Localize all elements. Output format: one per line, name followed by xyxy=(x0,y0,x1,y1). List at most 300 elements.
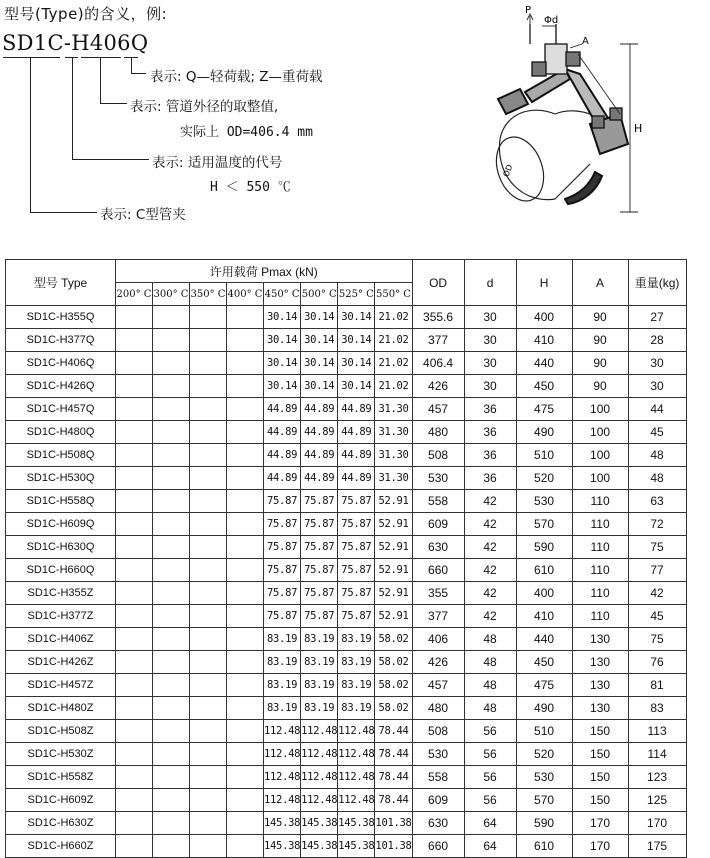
cell-load xyxy=(227,674,264,697)
cell-weight: 72 xyxy=(628,513,686,536)
cell-load xyxy=(190,329,227,352)
cell-load xyxy=(153,789,190,812)
cell-load xyxy=(227,306,264,329)
cell-model: SD1C-H480Q xyxy=(6,421,116,444)
cell-od: 480 xyxy=(412,697,464,720)
cell-a: 90 xyxy=(572,329,628,352)
cell-model: SD1C-H426Q xyxy=(6,375,116,398)
cell-load: 30.14 xyxy=(301,375,338,398)
cell-a: 110 xyxy=(572,490,628,513)
cell-load: 112.48 xyxy=(338,720,375,743)
header-temp: 500° C xyxy=(301,283,338,306)
table-row xyxy=(6,697,687,720)
cell-od: 530 xyxy=(412,467,464,490)
table-row xyxy=(6,559,687,582)
cell-od: 406 xyxy=(412,628,464,651)
cell-load: 83.19 xyxy=(264,628,301,651)
table-row xyxy=(6,766,687,789)
cell-load xyxy=(153,398,190,421)
cell-h: 450 xyxy=(516,375,572,398)
cell-weight: 42 xyxy=(628,582,686,605)
cell-weight: 83 xyxy=(628,697,686,720)
cell-weight: 75 xyxy=(628,628,686,651)
cell-load xyxy=(153,513,190,536)
cell-load xyxy=(116,536,153,559)
cell-load: 30.14 xyxy=(264,306,301,329)
cell-load: 112.48 xyxy=(264,743,301,766)
cell-model: SD1C-H377Q xyxy=(6,329,116,352)
cell-weight: 63 xyxy=(628,490,686,513)
cell-a: 110 xyxy=(572,536,628,559)
cell-load: 52.91 xyxy=(375,559,412,582)
cell-weight: 125 xyxy=(628,789,686,812)
cell-load xyxy=(227,789,264,812)
cell-h: 400 xyxy=(516,306,572,329)
cell-load: 145.38 xyxy=(338,835,375,858)
cell-d: 42 xyxy=(464,536,516,559)
cell-od: 377 xyxy=(412,329,464,352)
cell-a: 90 xyxy=(572,375,628,398)
cell-model: SD1C-H558Z xyxy=(6,766,116,789)
note-suffix: 表示: Q—轻荷载; Z—重荷载 xyxy=(150,69,323,85)
cell-load xyxy=(116,605,153,628)
cell-load xyxy=(190,766,227,789)
cell-a: 100 xyxy=(572,467,628,490)
cell-load xyxy=(116,352,153,375)
cell-weight: 77 xyxy=(628,559,686,582)
cell-load xyxy=(190,651,227,674)
cell-d: 36 xyxy=(464,398,516,421)
cell-load: 78.44 xyxy=(375,789,412,812)
cell-load xyxy=(116,697,153,720)
cell-od: 660 xyxy=(412,559,464,582)
cell-load xyxy=(190,812,227,835)
cell-load xyxy=(227,513,264,536)
cell-d: 30 xyxy=(464,375,516,398)
cell-h: 440 xyxy=(516,352,572,375)
cell-load xyxy=(190,352,227,375)
cell-load xyxy=(190,789,227,812)
cell-load xyxy=(153,674,190,697)
cell-h: 570 xyxy=(516,513,572,536)
cell-load xyxy=(116,835,153,858)
cell-model: SD1C-H609Z xyxy=(6,789,116,812)
cell-d: 48 xyxy=(464,651,516,674)
cell-load: 112.48 xyxy=(338,743,375,766)
cell-load: 31.30 xyxy=(375,467,412,490)
cell-model: SD1C-H630Q xyxy=(6,536,116,559)
cell-load: 112.48 xyxy=(301,720,338,743)
cell-load xyxy=(153,444,190,467)
cell-a: 100 xyxy=(572,444,628,467)
cell-od: 355 xyxy=(412,582,464,605)
header-temp: 200° C xyxy=(116,283,153,306)
table-row xyxy=(6,467,687,490)
cell-load xyxy=(116,812,153,835)
cell-d: 48 xyxy=(464,628,516,651)
cell-h: 410 xyxy=(516,605,572,628)
cell-od: 457 xyxy=(412,398,464,421)
cell-load: 75.87 xyxy=(264,536,301,559)
cell-h: 410 xyxy=(516,329,572,352)
header-temp: 300° C xyxy=(153,283,190,306)
cell-load: 83.19 xyxy=(264,697,301,720)
table-row xyxy=(6,743,687,766)
cell-load: 30.14 xyxy=(264,352,301,375)
cell-model: SD1C-H508Q xyxy=(6,444,116,467)
label-od: OD xyxy=(501,163,515,179)
cell-load xyxy=(116,421,153,444)
cell-weight: 27 xyxy=(628,306,686,329)
cell-load xyxy=(116,674,153,697)
cell-load: 21.02 xyxy=(375,306,412,329)
cell-weight: 45 xyxy=(628,421,686,444)
cell-model: SD1C-H558Q xyxy=(6,490,116,513)
cell-load xyxy=(116,628,153,651)
table-row xyxy=(6,444,687,467)
table-row xyxy=(6,674,687,697)
cell-weight: 48 xyxy=(628,467,686,490)
cell-load: 101.38 xyxy=(375,812,412,835)
cell-load: 83.19 xyxy=(301,651,338,674)
cell-load: 78.44 xyxy=(375,743,412,766)
cell-load: 83.19 xyxy=(301,697,338,720)
cell-h: 610 xyxy=(516,559,572,582)
cell-load xyxy=(227,421,264,444)
cell-load: 112.48 xyxy=(338,766,375,789)
cell-a: 110 xyxy=(572,605,628,628)
cell-load xyxy=(190,513,227,536)
cell-h: 590 xyxy=(516,812,572,835)
cell-load xyxy=(116,306,153,329)
cell-load: 145.38 xyxy=(264,812,301,835)
cell-a: 150 xyxy=(572,720,628,743)
cell-a: 130 xyxy=(572,697,628,720)
cell-load: 145.38 xyxy=(301,812,338,835)
cell-load xyxy=(190,605,227,628)
cell-weight: 175 xyxy=(628,835,686,858)
cell-load xyxy=(153,559,190,582)
cell-load xyxy=(227,490,264,513)
cell-load: 145.38 xyxy=(264,835,301,858)
cell-load xyxy=(153,582,190,605)
cell-load: 75.87 xyxy=(264,513,301,536)
cell-load xyxy=(153,835,190,858)
cell-load: 75.87 xyxy=(301,605,338,628)
cell-load: 30.14 xyxy=(338,352,375,375)
cell-od: 558 xyxy=(412,766,464,789)
cell-load xyxy=(116,513,153,536)
cell-load xyxy=(227,743,264,766)
cell-load: 83.19 xyxy=(264,674,301,697)
cell-load: 75.87 xyxy=(338,582,375,605)
cell-model: SD1C-H457Q xyxy=(6,398,116,421)
cell-load xyxy=(153,490,190,513)
cell-weight: 75 xyxy=(628,536,686,559)
cell-load xyxy=(227,720,264,743)
table-row xyxy=(6,329,687,352)
cell-load xyxy=(153,352,190,375)
cell-weight: 45 xyxy=(628,605,686,628)
cell-weight: 170 xyxy=(628,812,686,835)
label-phi-d: Φd xyxy=(544,15,559,26)
cell-load: 75.87 xyxy=(338,605,375,628)
cell-load: 52.91 xyxy=(375,513,412,536)
cell-load xyxy=(227,582,264,605)
cell-load xyxy=(227,352,264,375)
cell-weight: 30 xyxy=(628,375,686,398)
cell-load xyxy=(190,490,227,513)
cell-h: 520 xyxy=(516,743,572,766)
cell-d: 64 xyxy=(464,835,516,858)
cell-load: 78.44 xyxy=(375,720,412,743)
cell-load xyxy=(116,720,153,743)
cell-d: 42 xyxy=(464,559,516,582)
cell-load: 75.87 xyxy=(264,490,301,513)
cell-load xyxy=(153,467,190,490)
note-temperature-detail: H ＜ 550 ℃ xyxy=(210,180,291,195)
cell-weight: 123 xyxy=(628,766,686,789)
cell-load: 58.02 xyxy=(375,628,412,651)
cell-load xyxy=(190,559,227,582)
cell-load xyxy=(227,605,264,628)
cell-model: SD1C-H660Q xyxy=(6,559,116,582)
example-model-code: SD1C-H406Q xyxy=(2,31,149,55)
cell-load xyxy=(116,743,153,766)
cell-od: 508 xyxy=(412,720,464,743)
cell-load: 75.87 xyxy=(264,582,301,605)
cell-od: 609 xyxy=(412,513,464,536)
cell-weight: 28 xyxy=(628,329,686,352)
cell-h: 490 xyxy=(516,421,572,444)
cell-load xyxy=(227,398,264,421)
cell-load xyxy=(190,835,227,858)
cell-load xyxy=(190,467,227,490)
cell-model: SD1C-H530Z xyxy=(6,743,116,766)
cell-d: 56 xyxy=(464,766,516,789)
cell-load: 75.87 xyxy=(264,559,301,582)
cell-load xyxy=(190,375,227,398)
cell-load xyxy=(227,375,264,398)
cell-load xyxy=(227,628,264,651)
note-diameter: 表示: 管道外径的取整值, xyxy=(130,99,279,115)
cell-d: 56 xyxy=(464,720,516,743)
cell-load: 145.38 xyxy=(301,835,338,858)
cell-load xyxy=(190,444,227,467)
cell-a: 150 xyxy=(572,789,628,812)
cell-h: 530 xyxy=(516,490,572,513)
cell-a: 130 xyxy=(572,651,628,674)
cell-load: 44.89 xyxy=(338,444,375,467)
cell-weight: 113 xyxy=(628,720,686,743)
cell-weight: 44 xyxy=(628,398,686,421)
cell-load: 112.48 xyxy=(301,743,338,766)
cell-weight: 30 xyxy=(628,352,686,375)
cell-load xyxy=(153,628,190,651)
cell-load xyxy=(153,421,190,444)
cell-load: 30.14 xyxy=(264,329,301,352)
cell-model: SD1C-H480Z xyxy=(6,697,116,720)
header-od: OD xyxy=(412,260,464,306)
spec-table xyxy=(5,259,687,858)
cell-load: 44.89 xyxy=(264,444,301,467)
cell-d: 42 xyxy=(464,605,516,628)
cell-load: 75.87 xyxy=(338,536,375,559)
cell-a: 110 xyxy=(572,582,628,605)
cell-load: 112.48 xyxy=(301,789,338,812)
table-row xyxy=(6,812,687,835)
cell-load xyxy=(227,812,264,835)
cell-load xyxy=(153,743,190,766)
header-h: H xyxy=(516,260,572,306)
cell-load: 83.19 xyxy=(338,628,375,651)
cell-load: 31.30 xyxy=(375,398,412,421)
cell-load: 52.91 xyxy=(375,490,412,513)
cell-load: 52.91 xyxy=(375,605,412,628)
table-row xyxy=(6,605,687,628)
leader-type xyxy=(30,57,97,213)
cell-load xyxy=(153,375,190,398)
table-row xyxy=(6,835,687,858)
cell-d: 30 xyxy=(464,329,516,352)
table-row xyxy=(6,352,687,375)
clamp-band xyxy=(498,69,628,204)
cell-d: 30 xyxy=(464,352,516,375)
cell-d: 48 xyxy=(464,697,516,720)
cell-load: 75.87 xyxy=(338,559,375,582)
cell-load: 44.89 xyxy=(301,398,338,421)
cell-od: 530 xyxy=(412,743,464,766)
cell-od: 406.4 xyxy=(412,352,464,375)
cell-a: 150 xyxy=(572,766,628,789)
table-row xyxy=(6,306,687,329)
cell-load xyxy=(190,674,227,697)
cell-load: 83.19 xyxy=(301,628,338,651)
cell-load: 83.19 xyxy=(338,697,375,720)
cell-d: 36 xyxy=(464,421,516,444)
cell-d: 42 xyxy=(464,513,516,536)
table-row xyxy=(6,651,687,674)
cell-d: 64 xyxy=(464,812,516,835)
cell-a: 170 xyxy=(572,835,628,858)
cell-load xyxy=(116,766,153,789)
cell-load xyxy=(116,789,153,812)
cell-d: 42 xyxy=(464,490,516,513)
cell-a: 150 xyxy=(572,743,628,766)
cell-load xyxy=(153,720,190,743)
cell-load: 21.02 xyxy=(375,352,412,375)
cell-od: 480 xyxy=(412,421,464,444)
cell-load: 30.14 xyxy=(338,375,375,398)
cell-model: SD1C-H508Z xyxy=(6,720,116,743)
cell-load xyxy=(190,582,227,605)
cell-load xyxy=(153,329,190,352)
cell-load xyxy=(153,766,190,789)
cell-load: 75.87 xyxy=(301,582,338,605)
cell-load: 83.19 xyxy=(264,651,301,674)
cell-od: 630 xyxy=(412,812,464,835)
cell-model: SD1C-H406Q xyxy=(6,352,116,375)
header-temp: 550° C xyxy=(375,283,412,306)
cell-load: 83.19 xyxy=(301,674,338,697)
cell-od: 377 xyxy=(412,605,464,628)
label-h: H xyxy=(634,122,643,135)
cell-load xyxy=(153,651,190,674)
cell-load: 101.38 xyxy=(375,835,412,858)
header-load: 许用载荷 Pmax (kN) xyxy=(116,260,413,283)
cell-load: 52.91 xyxy=(375,536,412,559)
cell-model: SD1C-H609Q xyxy=(6,513,116,536)
cell-weight: 48 xyxy=(628,444,686,467)
cell-load: 83.19 xyxy=(338,674,375,697)
cell-load: 30.14 xyxy=(338,306,375,329)
cell-h: 570 xyxy=(516,789,572,812)
cell-od: 660 xyxy=(412,835,464,858)
cell-weight: 76 xyxy=(628,651,686,674)
cell-load: 112.48 xyxy=(264,789,301,812)
cell-load xyxy=(153,812,190,835)
cell-load: 30.14 xyxy=(338,329,375,352)
cell-load: 78.44 xyxy=(375,766,412,789)
cell-load: 44.89 xyxy=(264,398,301,421)
cell-od: 558 xyxy=(412,490,464,513)
cell-model: SD1C-H406Z xyxy=(6,628,116,651)
header-d: d xyxy=(464,260,516,306)
cell-load: 75.87 xyxy=(338,513,375,536)
cell-load: 112.48 xyxy=(264,720,301,743)
header-temp: 350° C xyxy=(190,283,227,306)
cell-load xyxy=(190,306,227,329)
cell-od: 609 xyxy=(412,789,464,812)
cell-load xyxy=(227,697,264,720)
page-title: 型号(Type)的含义，例: xyxy=(4,5,168,23)
cell-load: 44.89 xyxy=(301,467,338,490)
note-temperature: 表示: 适用温度的代号 xyxy=(152,155,283,171)
cell-load: 21.02 xyxy=(375,329,412,352)
cell-load: 52.91 xyxy=(375,582,412,605)
header-temp: 400° C xyxy=(227,283,264,306)
cell-h: 400 xyxy=(516,582,572,605)
cell-load xyxy=(190,697,227,720)
cell-d: 30 xyxy=(464,306,516,329)
header-weight: 重量(kg) xyxy=(628,260,686,306)
cell-load xyxy=(116,490,153,513)
table-row xyxy=(6,628,687,651)
cell-a: 170 xyxy=(572,812,628,835)
cell-load xyxy=(190,720,227,743)
cell-h: 530 xyxy=(516,766,572,789)
cell-load xyxy=(190,743,227,766)
cell-model: SD1C-H377Z xyxy=(6,605,116,628)
cell-od: 630 xyxy=(412,536,464,559)
cell-load: 145.38 xyxy=(338,812,375,835)
cell-weight: 114 xyxy=(628,743,686,766)
cell-load xyxy=(153,306,190,329)
cell-h: 475 xyxy=(516,674,572,697)
cell-a: 100 xyxy=(572,421,628,444)
cell-d: 36 xyxy=(464,444,516,467)
note-type: 表示: C型管夹 xyxy=(100,207,186,223)
cell-load xyxy=(153,536,190,559)
cell-load xyxy=(153,697,190,720)
cell-load: 30.14 xyxy=(301,352,338,375)
cell-d: 56 xyxy=(464,743,516,766)
cell-load xyxy=(190,398,227,421)
table-row xyxy=(6,582,687,605)
header-temp: 525° C xyxy=(338,283,375,306)
cell-model: SD1C-H457Z xyxy=(6,674,116,697)
cell-load: 75.87 xyxy=(338,490,375,513)
